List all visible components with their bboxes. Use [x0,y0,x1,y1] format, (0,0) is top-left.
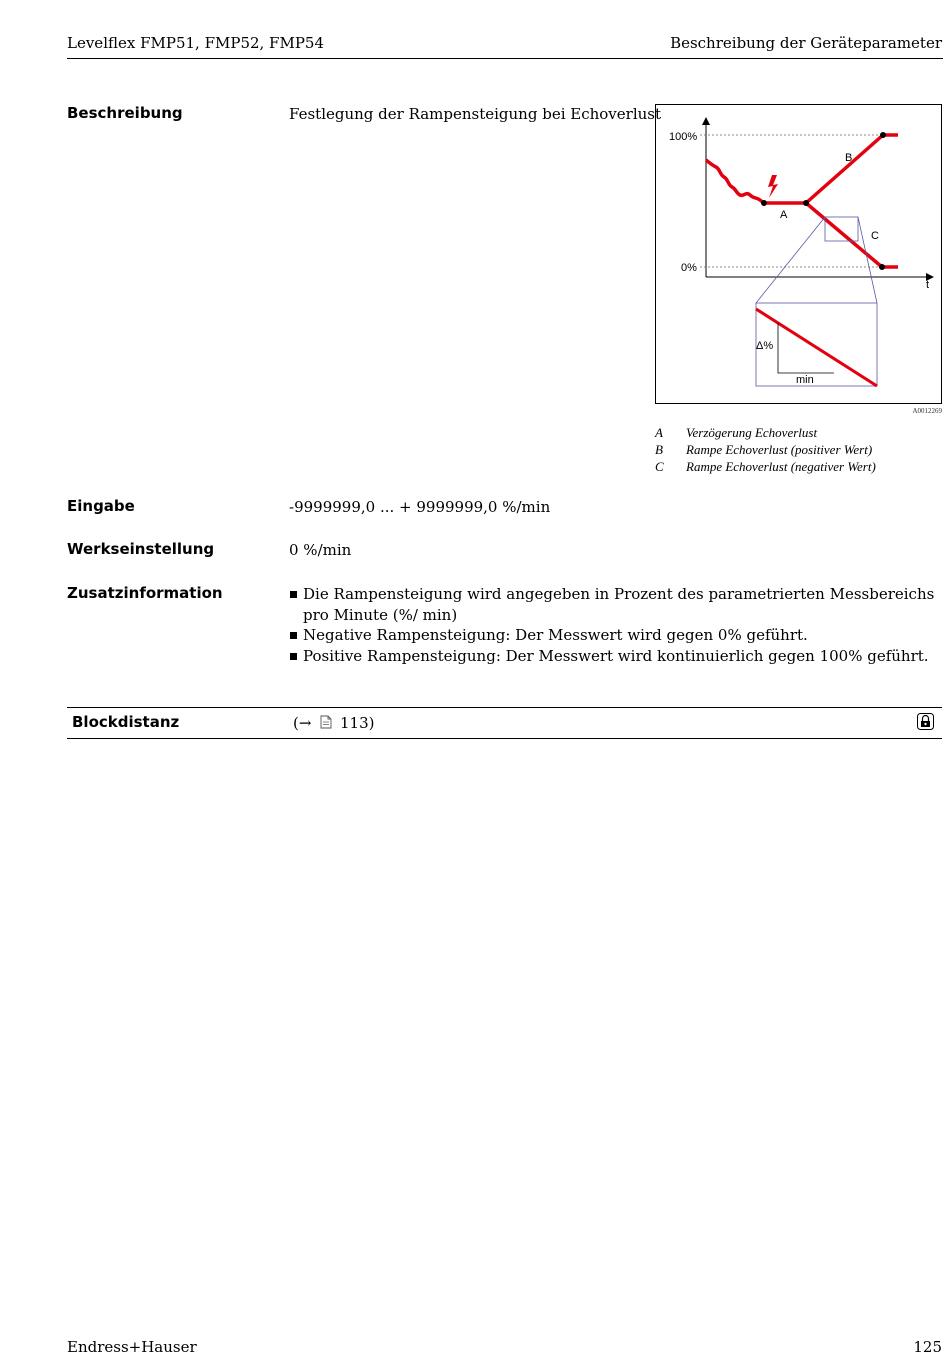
legend-key: A [655,425,663,440]
ramp-diagram [655,104,942,404]
footer-brand: Endress+Hauser [67,1338,197,1356]
label-eingabe: Eingabe [67,497,135,515]
zusatzinformation-list [289,584,944,666]
label-werkseinstellung: Werkseinstellung [67,540,215,558]
figure-id: A0012269 [912,407,942,415]
label-delta-percent: Δ% [756,340,774,352]
blockdistanz-top-rule [67,707,942,708]
figure-legend [655,424,876,475]
list-item: Die Rampensteigung wird angegeben in Prozent des parametrierten Messbereichs pro Minute (%/ min) [289,584,944,625]
label-t-axis: t [926,279,930,291]
label-100-percent: 100% [669,131,698,143]
label-0-percent: 0% [681,262,697,274]
zoom-source-box [825,217,858,241]
point-a-end [803,200,809,206]
signal-wave [706,160,764,203]
header-section: Beschreibung der Geräteparameter [670,34,942,52]
value-beschreibung: Festlegung der Rampensteigung bei Echoverlust [289,105,662,123]
header-rule [67,58,943,59]
legend-text: Rampe Echoverlust (negativer Wert) [686,459,876,474]
label-point-a: A [780,209,788,221]
label-min: min [796,374,814,386]
header-title: Levelflex FMP51, FMP52, FMP54 [67,34,325,52]
ramp-diagram-svg [656,105,941,403]
list-item: Negative Rampensteigung: Der Messwert wird gegen 0% geführt. [289,625,944,646]
label-point-c: C [871,230,879,242]
slope-triangle [778,323,834,373]
legend-key: C [655,459,664,474]
point-b-end [880,132,886,138]
label-zusatzinformation: Zusatzinformation [67,584,223,602]
legend-item-b [655,441,876,458]
list-item: Positive Rampensteigung: Der Messwert wird kontinuierlich gegen 100% geführt. [289,646,944,667]
value-werkseinstellung: 0 %/min [289,541,352,559]
echo-loss-lightning-icon [768,175,778,198]
legend-text: Verzögerung Echoverlust [686,425,818,440]
point-a-start [761,200,767,206]
legend-text: Rampe Echoverlust (positiver Wert) [686,442,873,457]
legend-item-a [655,424,876,441]
legend-item-c [655,458,876,475]
zoom-ramp-line [756,309,877,386]
point-c-end [879,264,885,270]
blockdistanz-reference[interactable] [293,714,374,732]
lock-icon [917,713,934,734]
page-number: 125 [913,1338,942,1356]
reference-page: 113) [339,714,375,732]
label-point-b: B [845,152,853,164]
zoom-line-left [756,217,825,303]
legend-key: B [655,442,663,457]
page-icon [320,715,332,729]
reference-prefix: (→ [293,714,312,732]
value-eingabe: -9999999,0 ... + 9999999,0 %/min [289,498,551,516]
label-blockdistanz: Blockdistanz [72,713,180,731]
ramp-b-line [806,135,883,203]
label-beschreibung: Beschreibung [67,104,183,122]
blockdistanz-bottom-rule [67,738,942,739]
